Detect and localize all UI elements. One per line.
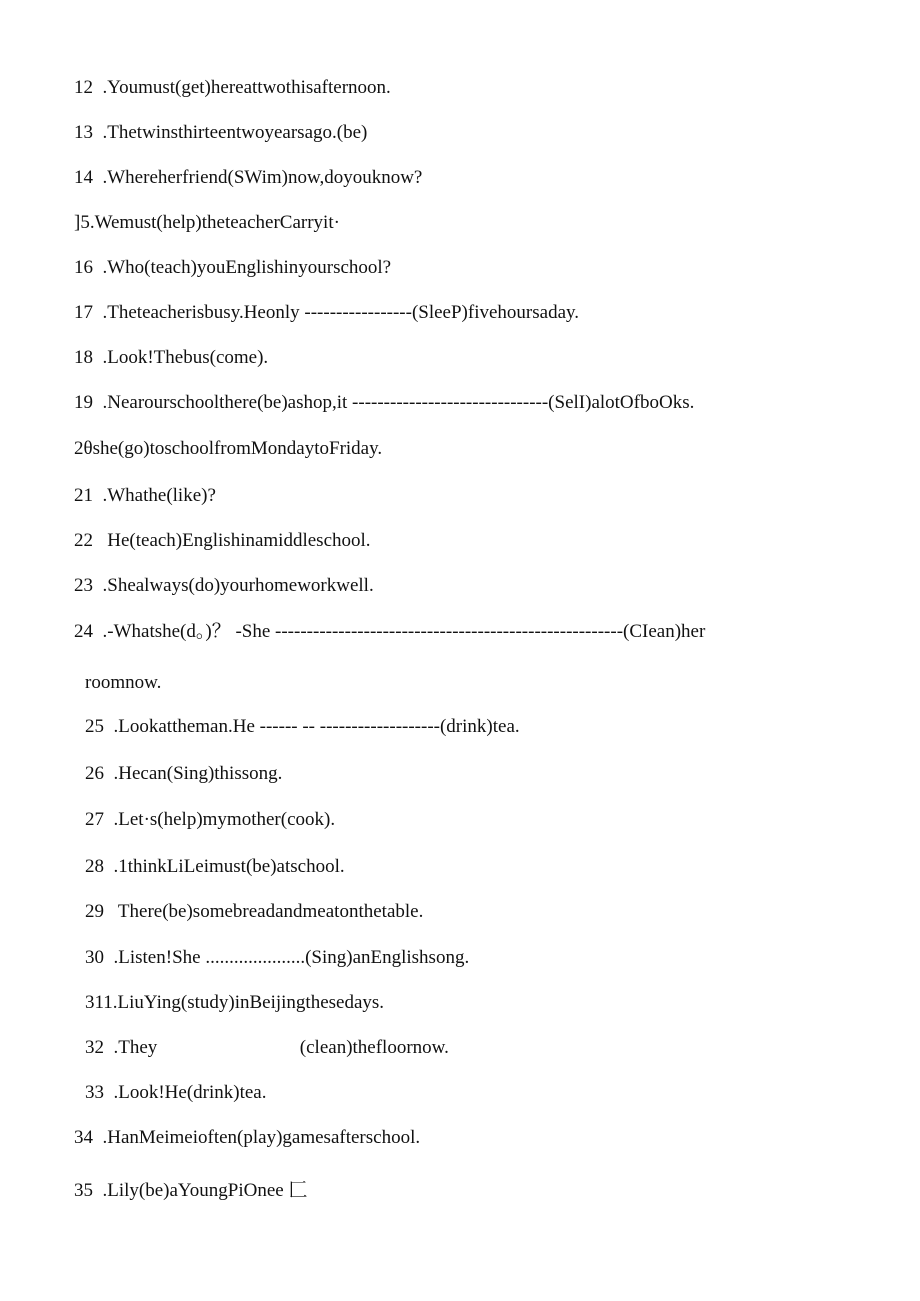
exercise-line-continuation: roomnow. <box>85 672 162 693</box>
exercise-line: 33 .Look!He(drink)tea. <box>85 1082 267 1103</box>
exercise-line: 25 .Lookattheman.He ------ -- -------------------(drink)tea. <box>85 716 520 737</box>
exercise-line: 26 .Hecan(Sing)thissong. <box>85 763 283 784</box>
exercise-line: 24 .-Whatshe(d。)？ -She -------------------------------------------------------(CIean)her <box>74 621 706 642</box>
exercise-line: 14 .Whereherfriend(SWim)now,doyouknow? <box>74 167 423 188</box>
exercise-line: 23 .Shealways(do)yourhomeworkwell. <box>74 575 374 596</box>
exercise-line: 13 .Thetwinsthirteentwoyearsago.(be) <box>74 122 368 143</box>
exercise-line: 18 .Look!Thebus(come). <box>74 347 269 368</box>
exercise-line: 32 .They (clean)thefloornow. <box>85 1037 449 1058</box>
exercise-line: 34 .HanMeimeioften(play)gamesafterschool. <box>74 1127 421 1148</box>
exercise-line: 22 He(teach)Englishinamiddleschool. <box>74 530 371 551</box>
exercise-line: 2θshe(go)toschoolfromMondaytoFriday. <box>74 438 383 459</box>
exercise-line: 28 .1thinkLiLeimust(be)atschool. <box>85 856 345 877</box>
exercise-line: 311.LiuYing(study)inBeijingthesedays. <box>85 992 385 1013</box>
exercise-line: 17 .Theteacherisbusy.Heonly -----------------(SleeP)fivehoursaday. <box>74 302 580 323</box>
exercise-line: 29 There(be)somebreadandmeatonthetable. <box>85 901 424 922</box>
exercise-line: 16 .Who(teach)youEnglishinyourschool? <box>74 257 392 278</box>
exercise-line: 19 .Nearourschoolthere(be)ashop,it -------------------------------(SelI)alotOfboOks. <box>74 392 695 413</box>
exercise-line: ]5.Wemust(help)theteacherCarryit· <box>74 212 340 233</box>
exercise-line: 35 .Lily(be)aYoungPiOnee ⼕ <box>74 1180 308 1201</box>
exercise-line: 27 .Let·s(help)mymother(cook). <box>85 809 336 830</box>
exercise-line: 21 .Whathe(like)? <box>74 485 216 506</box>
exercise-line: 12 .Youmust(get)hereattwothisafternoon. <box>74 77 391 98</box>
exercise-line: 30 .Listen!She .....................(Sing)anEnglishsong. <box>85 947 470 968</box>
